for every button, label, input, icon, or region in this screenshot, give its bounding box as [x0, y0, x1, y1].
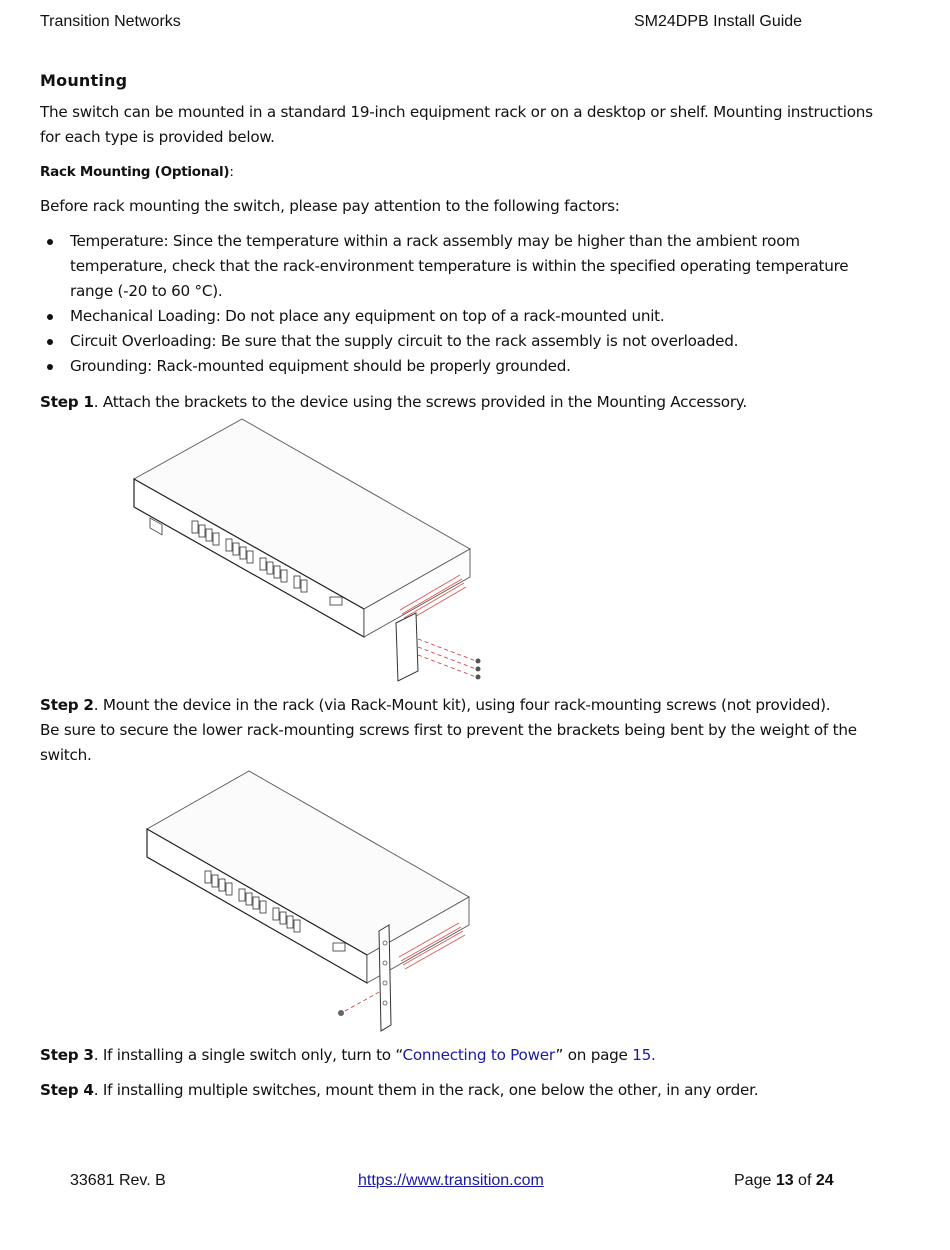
page-15-link[interactable]: 15. — [632, 1046, 656, 1064]
footer-url — [358, 1172, 544, 1190]
page-number — [734, 1172, 834, 1190]
connecting-to-power-link[interactable]: Connecting to Power — [402, 1046, 556, 1064]
doc-revision: 33681 Rev. B — [70, 1172, 166, 1189]
step-1-label: Step 1 — [40, 393, 94, 411]
rack-mounting-heading — [40, 159, 875, 185]
list-item-text: Grounding: Rack-mounted equipment should be properly grounded. — [70, 357, 571, 375]
step-2-label: Step 2 — [40, 696, 94, 714]
list-item — [40, 329, 860, 354]
factors-list — [40, 229, 860, 379]
section-title: Mounting — [40, 71, 128, 90]
step-2-text: . Mount the device in the rack (via Rack-Mount kit), using four rack-mounting screws (not provided). — [93, 696, 831, 714]
step-4 — [40, 1078, 875, 1103]
page-of: of — [793, 1172, 816, 1189]
step-2 — [40, 693, 875, 718]
step-4-label: Step 4 — [40, 1081, 94, 1099]
step-1-text: . Attach the brackets to the device using the screws provided in the Mounting Accessory. — [93, 393, 747, 411]
header-left: Transition Networks — [40, 13, 181, 30]
bullet-icon — [47, 239, 53, 245]
intro-paragraph: The switch can be mounted in a standard 19-inch equipment rack or on a desktop or shelf. Mounting instructions for each type is provided below. — [40, 103, 873, 146]
before-paragraph: Before rack mounting the switch, please pay attention to the following factors: — [40, 197, 620, 215]
bullet-icon — [47, 314, 53, 320]
step-3 — [40, 1043, 875, 1068]
list-item — [40, 354, 860, 379]
list-item-text: Circuit Overloading: Be sure that the supply circuit to the rack assembly is not overloaded. — [70, 332, 739, 350]
rack-mounting-heading-colon: : — [229, 164, 234, 180]
step-1 — [40, 390, 875, 415]
header-right: SM24DPB Install Guide — [634, 13, 803, 30]
bullet-icon — [47, 364, 53, 370]
rack-mount-illustration — [135, 767, 485, 1037]
step-2-note: Be sure to secure the lower rack-mounting screws first to prevent the brackets being bent by the weight of the switch. — [40, 721, 857, 764]
bullet-icon — [47, 339, 53, 345]
list-item — [40, 304, 860, 329]
step-4-text: . If installing multiple switches, mount them in the rack, one below the other, in any order. — [93, 1081, 759, 1099]
rack-mounting-heading-label: Rack Mounting (Optional) — [40, 164, 230, 180]
step-3-text: . If installing a single switch only, turn to “ — [93, 1046, 403, 1064]
step-3-mid: ” on page — [555, 1046, 633, 1064]
total-pages: 24 — [815, 1172, 834, 1189]
page-prefix: Page — [734, 1172, 776, 1189]
bracket-attach-illustration — [120, 415, 500, 685]
current-page: 13 — [775, 1172, 794, 1189]
list-item-text: Temperature: Since the temperature within a rack assembly may be higher than the ambient room temperature, check that the rack-environment temperature is within the specified operating temperature range (-20 to 60 °C). — [70, 232, 849, 300]
website-link[interactable]: https://www.transition.com — [358, 1172, 544, 1189]
step-3-label: Step 3 — [40, 1046, 94, 1064]
list-item-text: Mechanical Loading: Do not place any equipment on top of a rack-mounted unit. — [70, 307, 665, 325]
list-item — [40, 229, 860, 304]
